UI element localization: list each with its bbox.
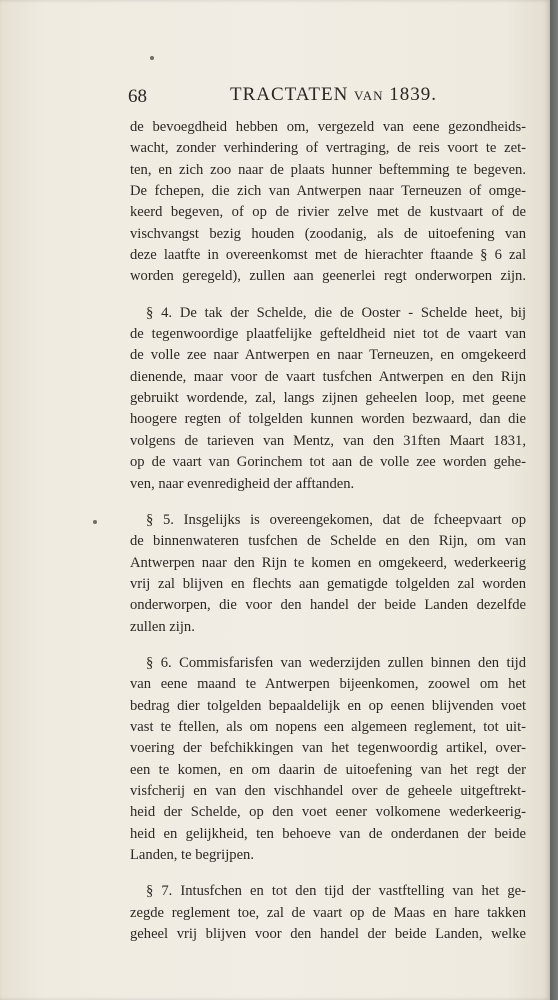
- paragraph-article-5: [130, 510, 526, 638]
- text-line: vast te ftellen, als om nopens een algemeen reglement, tot uit-: [130, 718, 526, 735]
- text-line: gebruikt wordende, zal, langs zijnen geheelen loop, met geene: [130, 390, 526, 407]
- text-line: de bevoegdheid hebben om, vergezeld van eene gezondheids-: [130, 119, 526, 135]
- paragraph-1: [130, 117, 526, 288]
- page-edge-shadow: [550, 0, 558, 1000]
- paragraph-article-7: [130, 881, 526, 945]
- page-header: [128, 84, 526, 108]
- text-line: Antwerpen naar den Rijn te komen en omgekeerd, wederkeerig: [130, 554, 526, 571]
- text-line: dienende, maar voor de vaart tusfchen Antwerpen en den Rijn: [130, 368, 526, 385]
- paragraph-article-4: [130, 303, 526, 495]
- text-line: Landen, te begrijpen.: [130, 847, 254, 863]
- text-line: zegde reglement toe, zal de vaart op de Maas en hare takken: [130, 904, 526, 921]
- text-line: een te komen, en om daarin de uitoefening van het regt der: [130, 761, 526, 778]
- text-line: de binnenwateren tusfchen de Schelde en den Rijn, om van: [130, 533, 526, 550]
- text-line: onderworpen, die voor den handel der beide Landen dezelfde: [130, 597, 526, 614]
- text-line: keerd begeven, of op de rivier zelve met de kustvaart of de: [130, 204, 526, 221]
- text-line: geheel vrij blijven voor den handel der beide Landen, welke: [130, 926, 526, 943]
- page-number: 68: [128, 86, 147, 107]
- text-line: volgens de tarieven van Mentz, van den 31ften Maart 1831,: [130, 432, 526, 449]
- text-line: de volle zee naar Antwerpen en naar Terneuzen, en omgekeerd: [130, 347, 526, 364]
- text-line: de tegenwoordige plaatfelijke gefteldheid niet tot de vaart van: [130, 326, 526, 343]
- text-line: hoogere regten of tolgelden kunnen worden bezwaard, dan die: [130, 411, 526, 428]
- paragraph-article-6: [130, 653, 526, 866]
- paper-speck: [93, 520, 97, 524]
- text-line: ten, en zich zoo naar de plaats hunner beftemming te begeven.: [130, 161, 526, 178]
- text-line: voering der befchikkingen van het tegenwoordig artikel, over-: [130, 740, 526, 757]
- body-text: [130, 117, 526, 945]
- text-line: ven, naar evenredigheid der afftanden.: [130, 475, 355, 492]
- text-line: vrij zal blijven en flechts aan gematigde tolgelden zal worden: [130, 575, 526, 592]
- paper-speck: [150, 56, 154, 60]
- text-line: De fchepen, die zich van Antwerpen naar Terneuzen of omge-: [130, 183, 526, 200]
- text-line: § 7. Intusfchen en tot den tijd der vastftelling van het ge-: [146, 883, 526, 900]
- text-line: van eene maand te Antwerpen bijeenkomen, zoowel om het: [130, 676, 526, 693]
- text-line: zullen zijn.: [130, 618, 195, 635]
- running-head: TRACTATEN van 1839.: [230, 84, 438, 105]
- text-line: vischvangst bezig houden (zoodanig, als de uitoefening van: [130, 225, 526, 242]
- text-line: worden geregeld), zullen aan geenerlei regt onderworpen zijn.: [130, 268, 526, 285]
- text-line: § 4. De tak der Schelde, die de Ooster - Schelde heet, bij: [146, 304, 526, 321]
- text-line: heid der Schelde, op den voet eener volkomene wederkeerig-: [130, 804, 526, 821]
- text-line: wacht, zonder verhindering of vertraging, de reis voort te zet-: [130, 140, 526, 157]
- text-line: visfcherij en van den vischhandel over de geheele uitgeftrekt-: [130, 782, 526, 799]
- text-line: § 5. Insgelijks is overeengekomen, dat de fcheepvaart op: [146, 511, 526, 528]
- text-line: heid en gelijkheid, ten behoeve van de onderdanen der beide: [130, 825, 526, 842]
- text-line: bedrag dier tolgelden bepaaldelijk en op eenen blijvenden voet: [130, 697, 526, 714]
- text-line: op de vaart van Gorinchem tot aan de volle zee worden gehe-: [130, 454, 526, 471]
- text-line: deze laatfte in overeenkomst met de hierachter ftaande § 6 zal: [130, 247, 526, 264]
- text-line: § 6. Commisfarisfen van wederzijden zullen binnen den tijd: [146, 654, 526, 671]
